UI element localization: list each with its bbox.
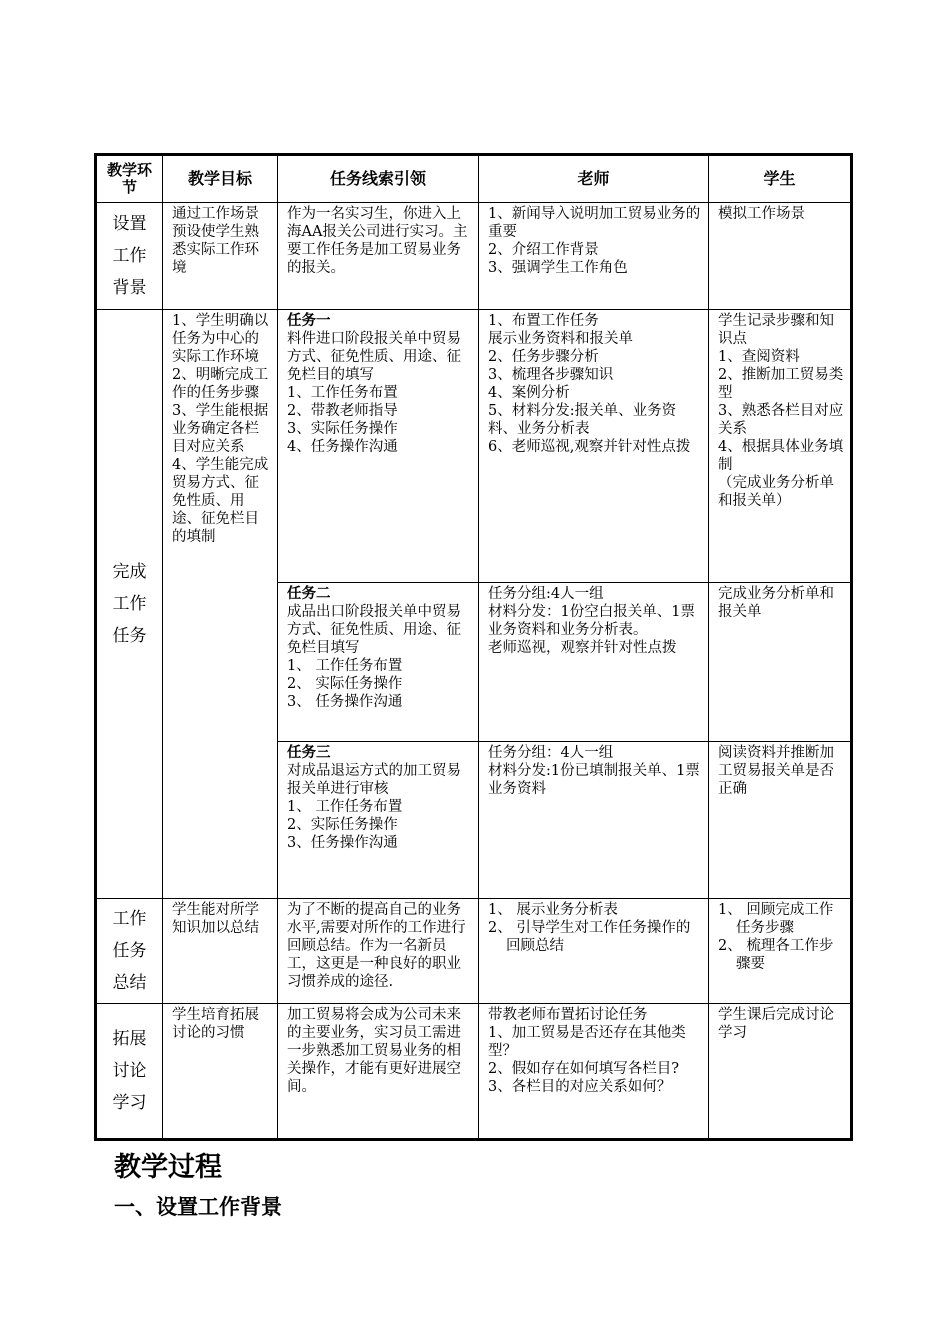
goal-cell-tasks [163,310,278,899]
clue-text: 对成品退运方式的加工贸易报关单进行审核 [287,763,461,797]
student-text: 1、查阅资料 [718,349,800,365]
teacher-text: 1、 展示业务分析表 [488,902,618,918]
header-goal: 教学目标 [163,155,278,203]
teacher-cell-task1 [479,310,709,583]
teacher-text: 2、任务步骤分析 [488,349,599,365]
header-teacher: 老师 [479,155,709,203]
student-cell-task1 [709,310,852,583]
clue-text: 1、工作任务布置 [287,385,398,401]
clue-text: 为了不断的提高自己的业务水平,需要对所作的工作进行回顾总结。作为一名新员工，这更是一种良好的职业习惯养成的途径. [287,902,466,990]
teacher-text: 老师巡视，观察并针对性点拨 [488,640,677,656]
goal-text: 学生能对所学知识加以总结 [172,902,259,936]
teacher-cell-task2 [479,583,709,742]
clue-text: 加工贸易将会成为公司未来的主要业务，实习员工需进一步熟悉加工贸易业务的相关操作，才能有更好进展空间。 [287,1007,461,1095]
teacher-text: 任务分组：4人一组 [488,745,614,761]
clue-text: 4、任务操作沟通 [287,439,398,455]
clue-text: 3、任务操作沟通 [287,835,398,851]
lesson-plan-table [94,153,853,1141]
stage-cell-tasks [96,310,163,899]
clue-cell-task2 [278,583,479,742]
student-cell-extension [709,1004,852,1140]
teacher-text: 6、老师巡视,观察并针对性点拨 [488,439,691,455]
student-cell-background [709,203,852,310]
teacher-cell-task3 [479,742,709,899]
stage-cell-extension [96,1004,163,1140]
clue-cell-background [278,203,479,310]
clue-cell-extension [278,1004,479,1140]
stage-text: 拓展 [112,1029,147,1049]
teacher-text: 4、案例分析 [488,385,570,401]
student-text: （完成业务分析单和报关单） [718,475,834,509]
table-header-row [96,155,852,203]
student-text: 学生课后完成讨论学习 [718,1007,834,1041]
header-stage: 教学环节 [96,155,163,203]
student-text: 1、 回顾完成工作任务步骤 [718,902,834,936]
teacher-text: 1、加工贸易是否还存在其他类型？ [488,1025,686,1059]
teacher-text: 3、梳理各步骤知识 [488,367,614,383]
teacher-text: 1、布置工作任务 [488,313,599,329]
teacher-cell-summary [479,899,709,1004]
clue-text: 2、带教老师指导 [287,403,398,419]
teacher-text: 3、强调学生工作角色 [488,260,628,276]
subsection-heading: 一、设置工作背景 [114,1195,282,1219]
teacher-cell-background [479,203,709,310]
student-cell-task2 [709,583,852,742]
teacher-text: 5、材料分发:报关单、业务资料、业务分析表 [488,403,677,437]
teacher-text: 带教老师布置拓讨论任务 [488,1007,648,1023]
student-cell-summary [709,899,852,1004]
student-text: 2、 梳理各工作步骤要 [718,938,834,972]
goal-cell-summary [163,899,278,1004]
student-text: 4、根据具体业务填制 [718,439,844,473]
table-row-summary [96,899,852,1004]
teacher-text: 2、介绍工作背景 [488,242,599,258]
clue-text: 作为一名实习生，你进入上海AA报关公司进行实习。主要工作任务是加工贸易业务的报关。 [287,206,468,276]
student-text: 阅读资料并推断加工贸易报关单是否正确 [718,745,834,797]
goal-cell-extension [163,1004,278,1140]
student-text: 2、推断加工贸易类型 [718,367,844,401]
stage-text: 背景 [112,278,147,298]
goal-text: 4、学生能完成贸易方式、征免性质、用途、征免栏目的填制 [172,457,269,545]
stage-text: 学习 [112,1093,147,1113]
goal-text: 1、学生明确以任务为中心的实际工作环境 [172,313,269,365]
goal-text: 2、明晰完成工作的任务步骤 [172,367,269,401]
teacher-cell-extension [479,1004,709,1140]
stage-text: 设置 [112,214,147,234]
student-text: 模拟工作场景 [718,206,805,222]
clue-cell-summary [278,899,479,1004]
student-cell-task3 [709,742,852,899]
clue-text: 3、 任务操作沟通 [287,694,403,710]
task1-title: 任务一 [287,313,331,329]
goal-text: 3、学生能根据业务确定各栏目对应关系 [172,403,269,455]
clue-text: 2、实际任务操作 [287,817,398,833]
clue-cell-task1 [278,310,479,583]
teacher-text: 2、 引导学生对工作任务操作的回顾总结 [488,920,691,954]
stage-text: 讨论 [112,1061,147,1081]
teacher-text: 2、假如存在如何填写各栏目? [488,1061,679,1077]
table-row-background [96,203,852,310]
stage-text: 任务 [112,626,147,646]
teacher-text: 展示业务资料和报关单 [488,331,633,347]
student-text: 完成业务分析单和报关单 [718,586,834,620]
goal-text: 学生培育拓展讨论的习惯 [172,1007,259,1041]
task3-title: 任务三 [287,745,331,761]
clue-text: 成品出口阶段报关单中贸易方式、征免性质、用途、征免栏目填写 [287,604,461,656]
stage-text: 工作 [112,594,147,614]
clue-text: 1、 工作任务布置 [287,799,403,815]
clue-text: 2、 实际任务操作 [287,676,403,692]
stage-text: 完成 [112,562,147,582]
teacher-text: 任务分组:4人一组 [488,586,604,602]
header-clue: 任务线索引领 [278,155,479,203]
teacher-text: 材料分发:1份已填制报关单、1票业务资料 [488,763,700,797]
section-heading: 教学过程 [114,1152,222,1183]
stage-text: 工作 [112,909,147,929]
goal-cell-background [163,203,278,310]
teacher-text: 3、各栏目的对应关系如何？ [488,1079,672,1095]
stage-text: 任务 [112,941,147,961]
teacher-text: 材料分发：1份空白报关单、1票业务资料和业务分析表。 [488,604,695,638]
table-row-task1 [96,310,852,583]
header-student: 学生 [709,155,852,203]
stage-cell-summary [96,899,163,1004]
goal-text: 通过工作场景预设使学生熟悉实际工作环境 [172,206,259,276]
clue-text: 料件进口阶段报关单中贸易方式、征免性质、用途、征免栏目的填写 [287,331,461,383]
teacher-text: 1、新闻导入说明加工贸易业务的重要 [488,206,701,240]
clue-cell-task3 [278,742,479,899]
task2-title: 任务二 [287,586,331,602]
clue-text: 3、实际任务操作 [287,421,398,437]
stage-text: 总结 [112,973,147,993]
table-row-extension [96,1004,852,1140]
student-text: 3、熟悉各栏目对应关系 [718,403,844,437]
clue-text: 1、 工作任务布置 [287,658,403,674]
stage-cell-background [96,203,163,310]
stage-text: 工作 [112,246,147,266]
student-text: 学生记录步骤和知识点 [718,313,834,347]
